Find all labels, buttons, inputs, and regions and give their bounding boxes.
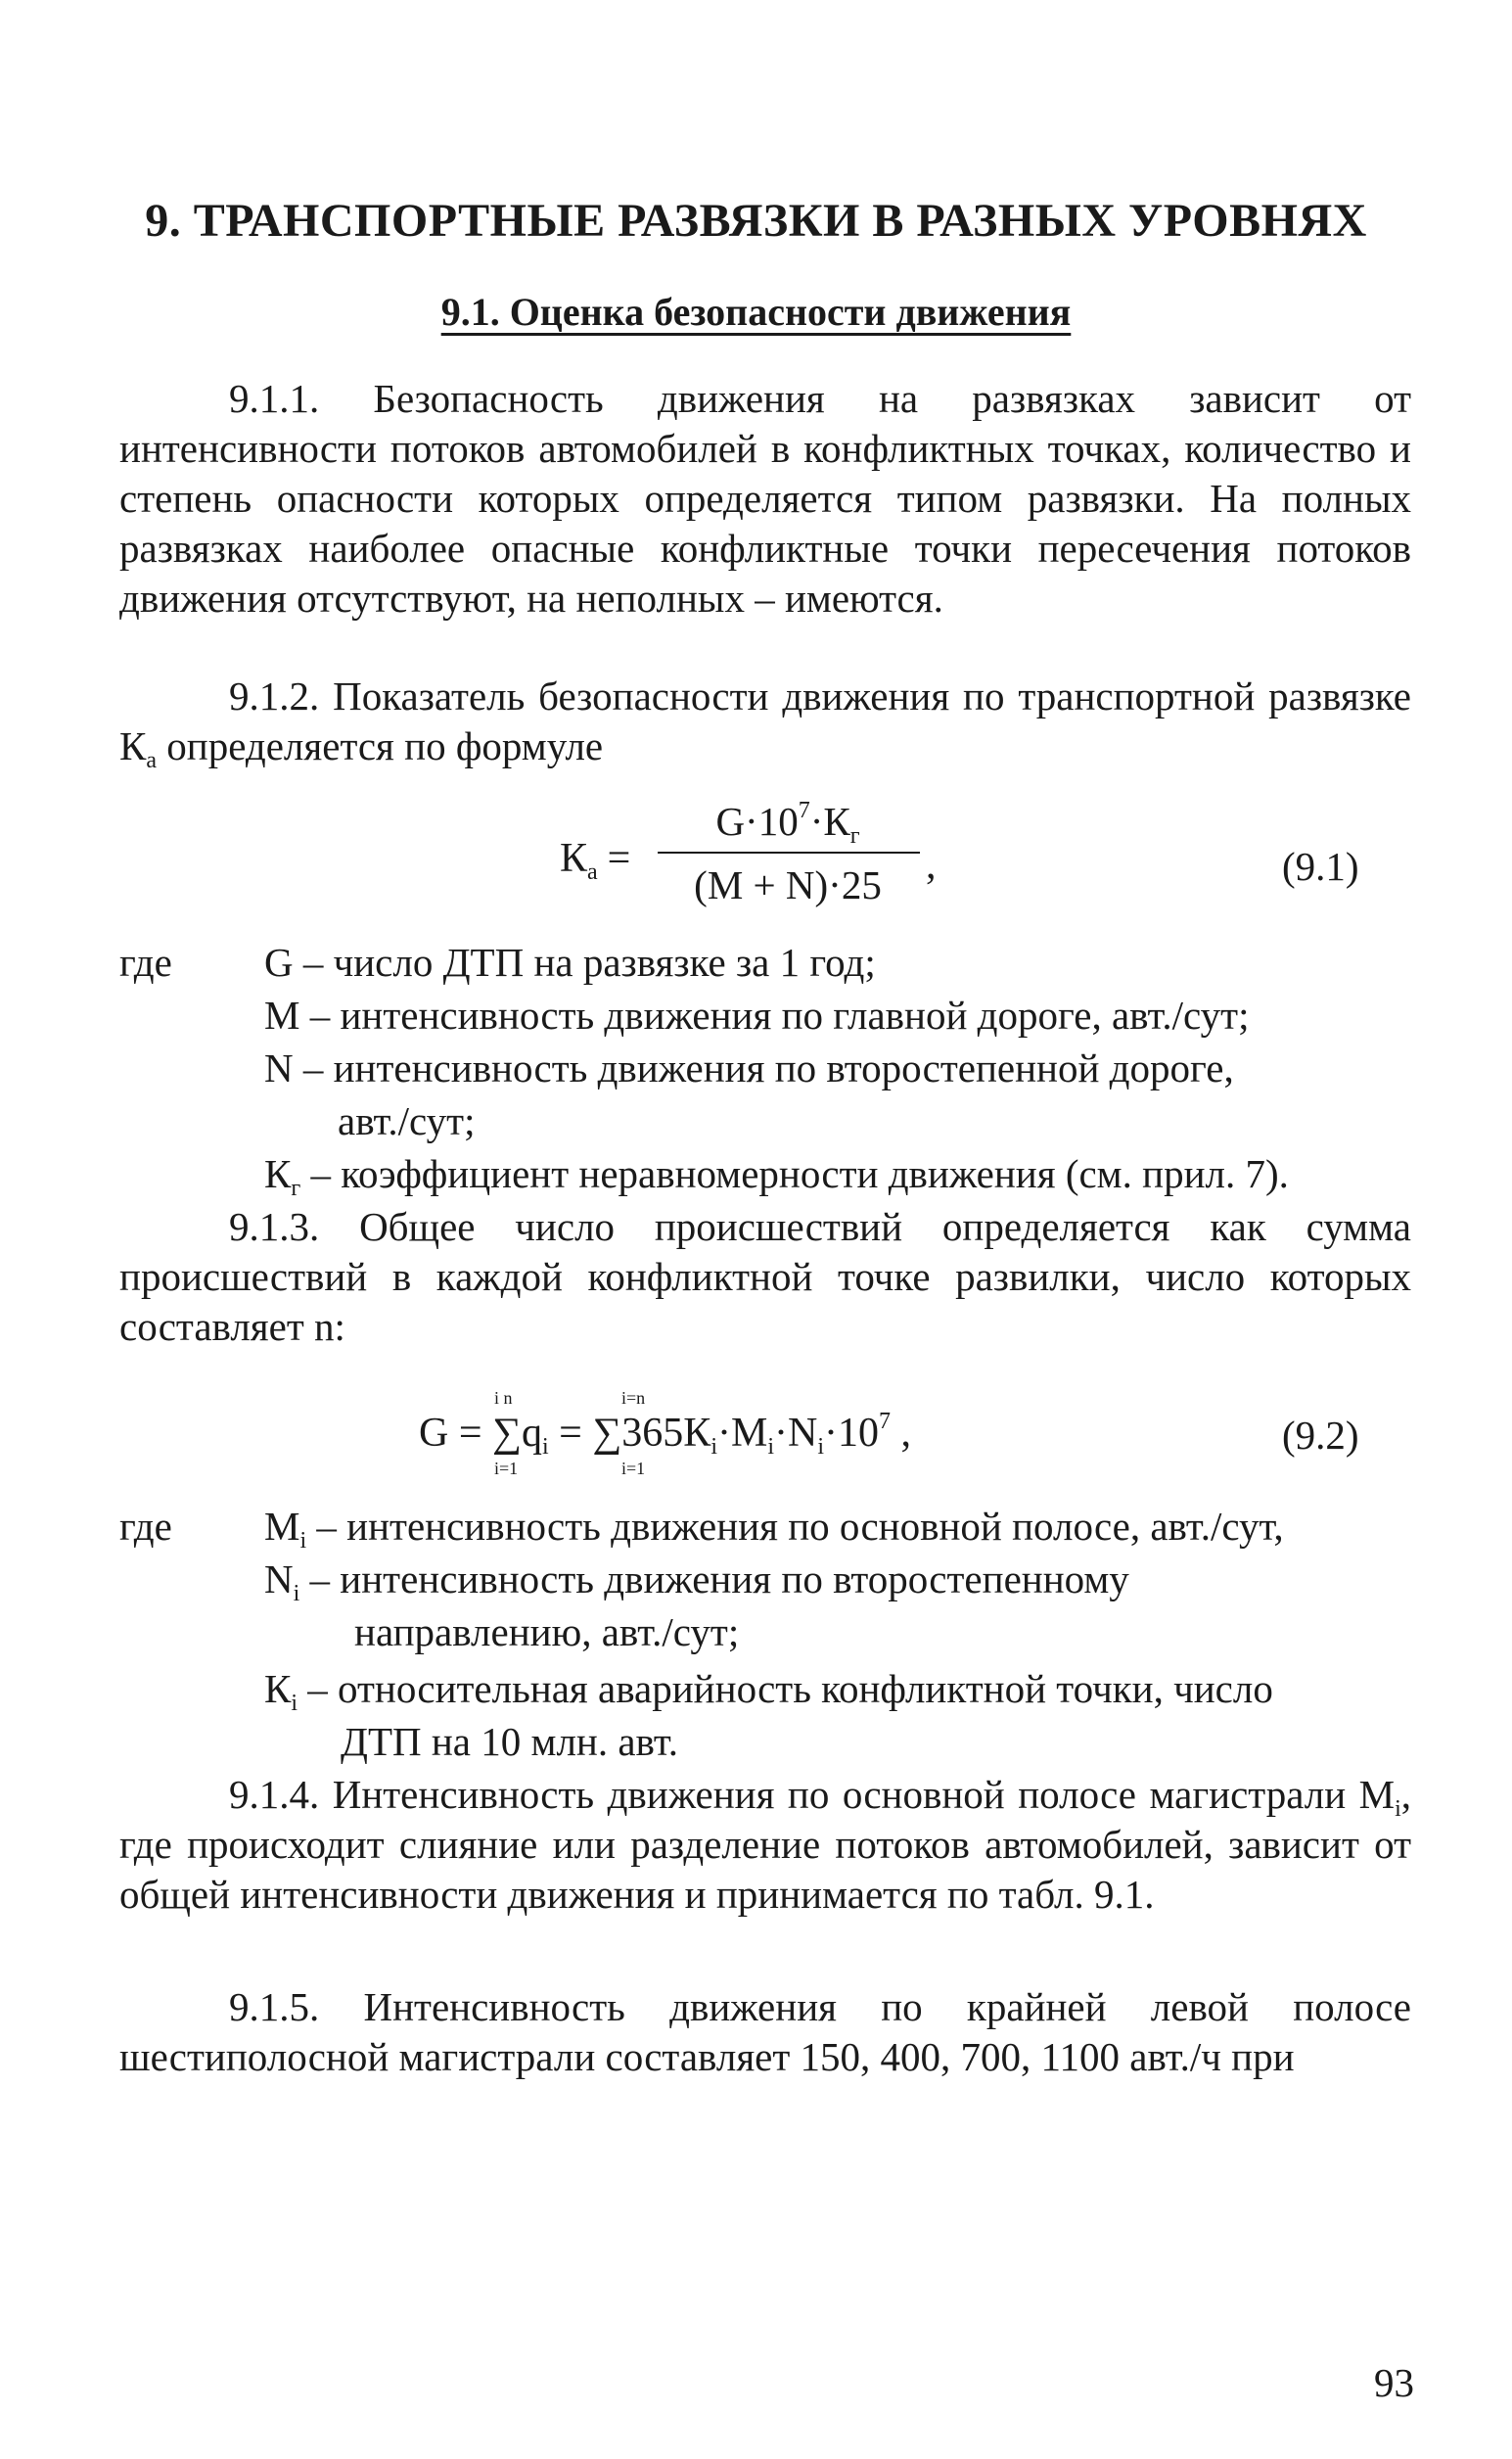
section-title (0, 289, 1512, 335)
paragraph-9-1-3-text: 9.1.3. Общее число происшествий определяется как сумма происшествий в каждой конфликтной точке развилки, число которых составляет n: (119, 1204, 1411, 1349)
paragraph-9-1-4-subscript: i (1395, 1796, 1401, 1822)
sum1-upper-limit: i n (494, 1388, 513, 1408)
sum2-lower-limit: i=1 (621, 1459, 646, 1478)
where-label-1: где (119, 940, 172, 985)
formula-9-2-body: $G = \sum q_i = \sum 365К_i\cdot M_i\cdot N_i\cdot 10^7$ , (419, 1409, 911, 1460)
definition-item: $N_i$ – интенсивность движения по второстепенному (264, 1556, 1129, 1606)
definition-item: $К_г$ – коэффициент неравномерности движения (см. прил. 7). (264, 1151, 1289, 1201)
paragraph-9-1-2-subscript: а (146, 748, 158, 773)
formula-9-1-lhs: $К_а$ = (560, 836, 631, 885)
sum1-lower-limit: i=1 (494, 1459, 519, 1478)
paragraph-9-1-4-text-b: , где происходит слияние или разделение потоков автомобилей, зависит от общей интенсивности движения и принимается по табл. 9.1. (119, 1772, 1411, 1917)
paragraph-9-1-4-text-a: 9.1.4. Интенсивность движения по основной полосе магистрали M (229, 1772, 1396, 1817)
paragraph-9-1-2 (119, 672, 1411, 771)
definition-item-continuation: авт./сут; (338, 1098, 476, 1143)
paragraph-9-1-5-text: 9.1.5. Интенсивность движения по крайней левой полосе шестиполосной магистрали составляет 150, 400, 700, 1100 авт./ч при (119, 1984, 1411, 2079)
definition-item: $M_i$ – интенсивность движения по основной полосе, авт./сут, (264, 1504, 1284, 1554)
chapter-title: 9. ТРАНСПОРТНЫЕ РАЗВЯЗКИ В РАЗНЫХ УРОВНЯХ (145, 195, 1367, 247)
formula-9-1-comma: , (926, 843, 937, 888)
formula-9-1-numerator: $G\cdot 10^7\cdot К_г$ (715, 798, 860, 849)
page-number: 93 (1374, 2360, 1414, 2405)
paragraph-9-1-1 (119, 374, 1411, 624)
definition-item-continuation: направлению, авт./сут; (354, 1609, 740, 1654)
sum2-upper-limit: i=n (621, 1388, 646, 1408)
paragraph-9-1-2-text-b: определяется по формуле (157, 723, 604, 768)
formula-9-1-fraction-bar (658, 852, 920, 854)
formula-9-1-number: (9.1) (1282, 844, 1359, 889)
definition-item-continuation: ДТП на 10 млн. авт. (341, 1719, 678, 1764)
paragraph-9-1-1-text: 9.1.1. Безопасность движения на развязках зависит от интенсивности потоков автомобилей в конфликтных точках, количество и степень опасности которых определяется типом развязки. На полных развязках наиболее опасные конфликтные точки пересечения потоков движения отсутствуют, на неполных – имеются. (119, 376, 1411, 621)
definition-item: M – интенсивность движения по главной дороге, авт./сут; (264, 993, 1250, 1038)
definition-item: N – интенсивность движения по второстепенной дороге, (264, 1045, 1234, 1090)
definition-item: $К_i$ – относительная аварийность конфликтной точки, число (264, 1666, 1273, 1716)
paragraph-9-1-4 (119, 1770, 1411, 1920)
paragraph-9-1-3 (119, 1202, 1411, 1352)
section-title-text: 9.1. Оценка безопасности движения (440, 290, 1072, 334)
formula-9-2-number: (9.2) (1282, 1413, 1359, 1458)
paragraph-9-1-5 (119, 1982, 1411, 2082)
paragraph-9-1-2-text-a: 9.1.2. Показатель безопасности движения по транспортной развязке К (119, 673, 1411, 768)
definition-item: G – число ДТП на развязке за 1 год; (264, 940, 876, 985)
where-label-2: где (119, 1504, 172, 1549)
formula-9-1-denominator: (M + N)·25 (694, 862, 882, 907)
